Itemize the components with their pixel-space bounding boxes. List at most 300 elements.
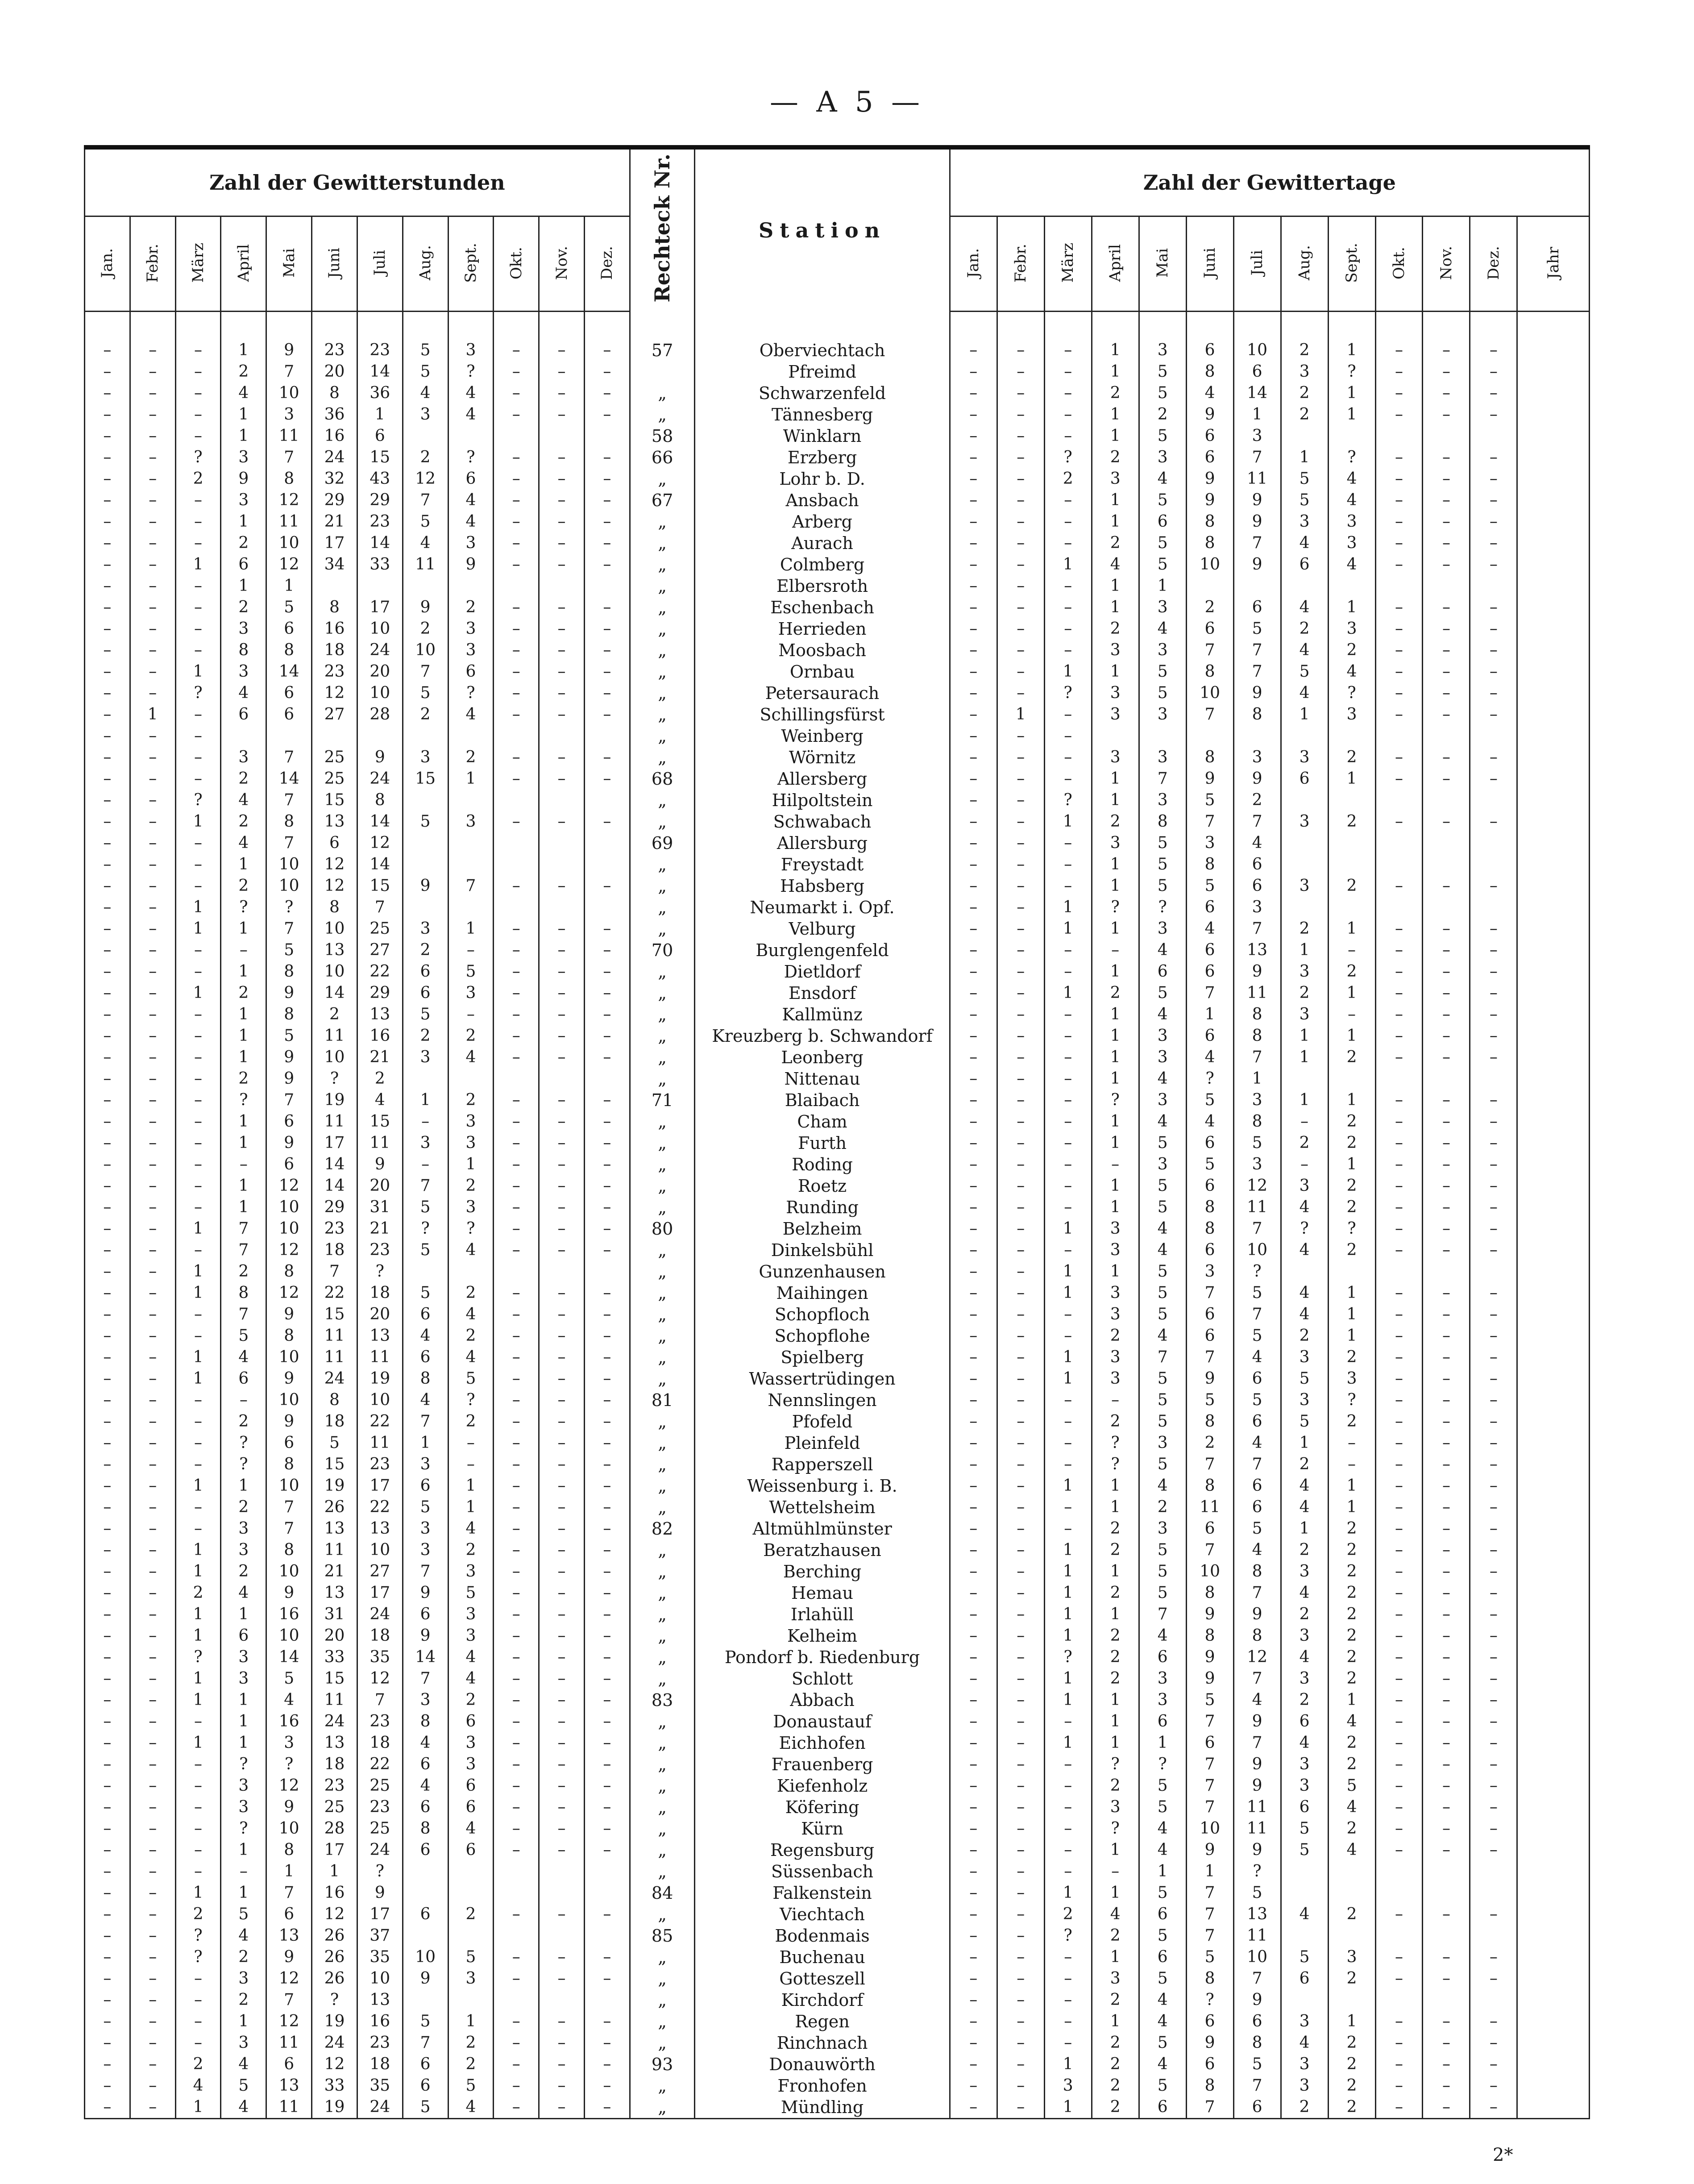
days-cell: – — [1423, 1968, 1470, 1989]
hours-cell: 27 — [357, 1561, 403, 1582]
days-cell: 2 — [1092, 2032, 1139, 2054]
days-cell: 7 — [1233, 1968, 1281, 1989]
hours-cell: 3 — [221, 490, 266, 511]
days-cell: 3 — [1233, 747, 1281, 768]
hours-cell: 26 — [312, 1947, 357, 1968]
hours-cell: – — [85, 1368, 130, 1389]
hours-cell — [266, 725, 312, 747]
days-cell: 8 — [1186, 1218, 1233, 1240]
days-cell: 2 — [1281, 2097, 1328, 2119]
hours-cell: 9 — [357, 1882, 403, 1904]
days-cell: – — [1375, 1668, 1423, 1689]
days-cell: 4 — [1281, 1240, 1328, 1261]
days-year-cell — [1517, 768, 1590, 790]
days-cell: – — [1423, 1732, 1470, 1754]
hours-cell: – — [130, 1111, 175, 1132]
days-cell — [1281, 725, 1328, 747]
days-year-cell — [1517, 940, 1590, 961]
rectangle-nr-cell: „ — [630, 1582, 694, 1604]
hours-cell: 12 — [266, 1282, 312, 1304]
days-cell: 1 — [1139, 1732, 1186, 1754]
days-cell: 3 — [1328, 618, 1375, 640]
days-cell: – — [1470, 1668, 1517, 1689]
days-cell: 8 — [1139, 811, 1186, 832]
hours-cell — [494, 832, 539, 854]
hours-cell: – — [85, 1347, 130, 1368]
hours-cell: 6 — [448, 1711, 494, 1732]
hours-cell — [448, 832, 494, 854]
days-cell: – — [1044, 961, 1092, 982]
days-cell: 1 — [1186, 1861, 1233, 1882]
days-cell: – — [1375, 1689, 1423, 1711]
days-cell: – — [997, 661, 1044, 682]
days-cell: – — [1044, 1861, 1092, 1882]
days-cell: – — [1044, 1304, 1092, 1325]
days-cell: 8 — [1186, 1197, 1233, 1218]
hours-cell: 15 — [357, 1111, 403, 1132]
days-cell: – — [1375, 918, 1423, 940]
hours-cell: – — [539, 1668, 585, 1689]
station-name: Fronhofen — [695, 2075, 950, 2097]
hours-cell: – — [494, 1775, 539, 1797]
hours-cell: 25 — [312, 1797, 357, 1818]
days-cell: 1 — [1092, 1561, 1139, 1582]
days-cell: – — [1470, 1154, 1517, 1175]
hours-cell: 9 — [403, 1968, 448, 1989]
hours-cell: 7 — [266, 790, 312, 811]
station-name: Furth — [695, 1132, 950, 1154]
hours-cell: – — [584, 2032, 630, 2054]
days-year-header: Jahr — [1517, 216, 1590, 312]
hours-cell: ? — [448, 447, 494, 468]
days-cell: – — [997, 1218, 1044, 1240]
hours-cell: 24 — [357, 1604, 403, 1625]
days-cell: 2 — [1092, 1925, 1139, 1947]
hours-cell: – — [539, 1218, 585, 1240]
days-year-cell — [1517, 1797, 1590, 1818]
days-cell: – — [997, 1261, 1044, 1282]
hours-cell: 11 — [266, 425, 312, 447]
days-cell: 6 — [1186, 961, 1233, 982]
days-cell: – — [950, 1068, 997, 1090]
days-cell: ? — [1139, 1754, 1186, 1775]
hours-cell: 10 — [266, 854, 312, 875]
days-cell: 9 — [1186, 2032, 1233, 2054]
days-cell: – — [1044, 704, 1092, 725]
rectangle-nr-cell: „ — [630, 790, 694, 811]
hours-cell — [584, 1861, 630, 1882]
hours-cell: – — [494, 618, 539, 640]
rectangle-nr-cell: „ — [630, 1711, 694, 1732]
days-cell: 1 — [1328, 768, 1375, 790]
days-cell: 5 — [1139, 1389, 1186, 1411]
days-cell: 3 — [1281, 1668, 1328, 1689]
days-year-cell — [1517, 575, 1590, 597]
hours-cell: – — [175, 1968, 221, 1989]
days-cell: – — [1375, 532, 1423, 554]
days-cell: 2 — [1328, 875, 1375, 897]
days-cell: 1 — [1233, 1068, 1281, 1090]
hours-cell: – — [175, 640, 221, 661]
hours-cell: – — [130, 1989, 175, 2011]
hours-cell: 3 — [221, 1797, 266, 1818]
days-cell — [1375, 897, 1423, 918]
days-cell: 1 — [1328, 1475, 1375, 1497]
days-cell: – — [1470, 1625, 1517, 1647]
days-cell: 5 — [1281, 1368, 1328, 1389]
days-cell — [1281, 1882, 1328, 1904]
days-cell — [1328, 1925, 1375, 1947]
hours-cell: – — [130, 1218, 175, 1240]
station-name: Mündling — [695, 2097, 950, 2119]
table-row — [85, 468, 1590, 490]
hours-cell: – — [130, 2075, 175, 2097]
hours-cell: 8 — [266, 811, 312, 832]
hours-cell: 1 — [448, 918, 494, 940]
hours-cell: – — [584, 1539, 630, 1561]
hours-cell: 15 — [357, 875, 403, 897]
hours-cell: – — [494, 383, 539, 404]
days-year-cell — [1517, 1689, 1590, 1711]
days-cell: 4 — [1281, 1732, 1328, 1754]
hours-cell: – — [539, 1711, 585, 1732]
days-cell: – — [1375, 1818, 1423, 1839]
hours-cell — [448, 1861, 494, 1882]
hours-cell — [448, 425, 494, 447]
days-cell: 7 — [1186, 2097, 1233, 2119]
days-cell: – — [950, 832, 997, 854]
hours-cell: 1 — [221, 1732, 266, 1754]
hours-cell: 4 — [448, 1647, 494, 1668]
hours-cell: 1 — [175, 1668, 221, 1689]
days-cell: – — [997, 1197, 1044, 1218]
days-cell: 1 — [1092, 1947, 1139, 1968]
station-name: Schillingsfürst — [695, 704, 950, 725]
days-cell: – — [1423, 640, 1470, 661]
hours-cell: – — [539, 2075, 585, 2097]
hours-cell: 21 — [312, 1561, 357, 1582]
hours-cell: – — [85, 790, 130, 811]
hours-cell — [584, 575, 630, 597]
days-cell: – — [1423, 1497, 1470, 1518]
station-name: Hemau — [695, 1582, 950, 1604]
days-cell: – — [950, 597, 997, 618]
rectangle-nr-cell: „ — [630, 1668, 694, 1689]
hours-cell: 17 — [357, 1475, 403, 1497]
hours-cell: – — [539, 768, 585, 790]
hours-cell: 16 — [357, 1025, 403, 1047]
hours-cell: – — [130, 1154, 175, 1175]
rectangle-nr-cell: „ — [630, 1261, 694, 1282]
hours-cell: – — [539, 1197, 585, 1218]
hours-cell: – — [85, 1068, 130, 1090]
days-cell: 1 — [1092, 1004, 1139, 1025]
days-cell: 4 — [1281, 682, 1328, 704]
hours-cell: 6 — [221, 1368, 266, 1389]
hours-cell: – — [85, 1497, 130, 1518]
hours-cell: 8 — [403, 1368, 448, 1389]
rectangle-nr-cell: „ — [630, 1968, 694, 1989]
days-cell: 9 — [1233, 1839, 1281, 1861]
hours-cell: – — [494, 1839, 539, 1861]
hours-cell: – — [539, 1325, 585, 1347]
hours-cell: – — [494, 640, 539, 661]
days-cell: 4 — [1281, 1197, 1328, 1218]
hours-cell: 22 — [357, 1411, 403, 1432]
station-name: Nennslingen — [695, 1389, 950, 1411]
days-cell: 1 — [1092, 1604, 1139, 1625]
hours-cell — [448, 1068, 494, 1090]
days-year-cell — [1517, 1389, 1590, 1411]
days-cell: 6 — [1186, 1304, 1233, 1325]
days-year-cell — [1517, 1197, 1590, 1218]
hours-cell: 13 — [312, 1518, 357, 1539]
hours-cell: – — [130, 725, 175, 747]
days-cell: 9 — [1233, 1775, 1281, 1797]
hours-cell — [403, 832, 448, 854]
rectangle-nr-cell: „ — [630, 747, 694, 768]
hours-cell: – — [175, 1775, 221, 1797]
hours-cell: – — [584, 747, 630, 768]
station-name: Donaustauf — [695, 1711, 950, 1732]
days-cell: – — [1044, 640, 1092, 661]
table-row — [85, 1025, 1590, 1047]
hours-cell: 29 — [357, 490, 403, 511]
days-cell: 8 — [1186, 1625, 1233, 1647]
days-cell: – — [1470, 918, 1517, 940]
hours-cell: – — [584, 340, 630, 361]
station-name: Arberg — [695, 511, 950, 532]
days-cell: – — [1470, 768, 1517, 790]
days-cell: – — [1470, 1047, 1517, 1068]
hours-cell: – — [494, 1711, 539, 1732]
days-cell: 2 — [1092, 1325, 1139, 1347]
hours-cell: 4 — [221, 2097, 266, 2119]
days-cell: 4 — [1186, 383, 1233, 404]
hours-cell: 3 — [448, 640, 494, 661]
days-year-cell — [1517, 2054, 1590, 2075]
days-cell: – — [1044, 1047, 1092, 1068]
days-month-header: Sept. — [1328, 216, 1375, 312]
hours-cell: 7 — [403, 1175, 448, 1197]
days-cell: – — [950, 1347, 997, 1368]
days-cell: – — [1470, 747, 1517, 768]
days-cell: – — [1423, 1132, 1470, 1154]
hours-cell: – — [494, 1539, 539, 1561]
days-cell: – — [1092, 1861, 1139, 1882]
days-cell: 4 — [1139, 1475, 1186, 1497]
days-cell: 5 — [1233, 2054, 1281, 2075]
hours-cell — [584, 1882, 630, 1904]
days-cell: 4 — [1139, 618, 1186, 640]
hours-cell: 17 — [357, 1582, 403, 1604]
hours-cell: – — [494, 1090, 539, 1111]
hours-cell: – — [85, 1004, 130, 1025]
days-cell — [1328, 1989, 1375, 2011]
days-cell: 8 — [1186, 361, 1233, 383]
days-cell: 2 — [1281, 918, 1328, 940]
hours-cell: – — [494, 447, 539, 468]
hours-cell: – — [175, 1754, 221, 1775]
days-cell: – — [950, 768, 997, 790]
days-cell: – — [1423, 1282, 1470, 1304]
hours-cell: 1 — [175, 1368, 221, 1389]
days-cell: – — [950, 1797, 997, 1818]
days-cell: – — [1375, 1411, 1423, 1432]
hours-cell: – — [175, 425, 221, 447]
hours-cell: 13 — [312, 1732, 357, 1754]
hours-cell: 8 — [221, 640, 266, 661]
hours-cell: 2 — [403, 704, 448, 725]
days-cell: 3 — [1281, 875, 1328, 897]
days-cell: 5 — [1186, 1389, 1233, 1411]
rectangle-nr-cell: „ — [630, 1989, 694, 2011]
hours-cell: – — [130, 1368, 175, 1389]
days-cell: 5 — [1281, 490, 1328, 511]
days-cell: – — [1423, 1389, 1470, 1411]
days-cell: – — [1375, 1604, 1423, 1625]
days-cell — [1375, 575, 1423, 597]
hours-cell: 10 — [312, 1047, 357, 1068]
rectangle-nr-cell: „ — [630, 1475, 694, 1497]
days-cell: ? — [1092, 1432, 1139, 1454]
days-cell: 2 — [1092, 1625, 1139, 1647]
hours-cell: 16 — [312, 1882, 357, 1904]
rectangle-nr-cell: „ — [630, 1754, 694, 1775]
days-cell — [1423, 1925, 1470, 1947]
table-row — [85, 811, 1590, 832]
hours-cell: – — [494, 1732, 539, 1754]
hours-cell: – — [494, 1561, 539, 1582]
days-cell: – — [1375, 1175, 1423, 1197]
days-cell: 1 — [1044, 1625, 1092, 1647]
days-cell: – — [1423, 682, 1470, 704]
hours-cell: – — [539, 1175, 585, 1197]
days-cell: – — [997, 1647, 1044, 1668]
table-row — [85, 1754, 1590, 1775]
days-cell: – — [1470, 682, 1517, 704]
hours-cell: – — [130, 875, 175, 897]
days-cell: ? — [1328, 682, 1375, 704]
hours-cell: 5 — [403, 1240, 448, 1261]
days-cell: 4 — [1328, 1711, 1375, 1732]
hours-cell: – — [494, 1304, 539, 1325]
days-year-cell — [1517, 1732, 1590, 1754]
hours-cell: 9 — [403, 597, 448, 618]
days-cell: – — [997, 790, 1044, 811]
station-name: Nittenau — [695, 1068, 950, 1090]
days-cell — [1470, 725, 1517, 747]
days-cell: 9 — [1233, 682, 1281, 704]
hours-cell: 12 — [312, 2054, 357, 2075]
days-cell: 7 — [1233, 1218, 1281, 1240]
table-row — [85, 1668, 1590, 1689]
days-cell: 5 — [1233, 1882, 1281, 1904]
hours-cell: – — [584, 811, 630, 832]
days-cell: 8 — [1186, 747, 1233, 768]
days-cell — [1423, 790, 1470, 811]
hours-cell: 4 — [221, 832, 266, 854]
rectangle-nr-cell: „ — [630, 1282, 694, 1304]
days-cell: – — [1044, 1325, 1092, 1347]
days-cell: – — [1423, 982, 1470, 1004]
days-cell: 8 — [1186, 854, 1233, 875]
hours-cell: 7 — [266, 1090, 312, 1111]
hours-cell: 2 — [221, 811, 266, 832]
days-cell: 9 — [1233, 768, 1281, 790]
hours-cell: – — [130, 961, 175, 982]
hours-cell: – — [494, 1218, 539, 1240]
days-cell: – — [997, 1711, 1044, 1732]
days-cell: 2 — [1328, 1347, 1375, 1368]
days-cell: 6 — [1186, 897, 1233, 918]
hours-cell: – — [130, 1518, 175, 1539]
hours-cell: 3 — [403, 1047, 448, 1068]
rectangle-nr-cell: „ — [630, 682, 694, 704]
hours-cell: – — [85, 490, 130, 511]
days-year-cell — [1517, 447, 1590, 468]
hours-cell: 13 — [266, 1925, 312, 1947]
hours-cell: 2 — [448, 597, 494, 618]
table-row — [85, 1582, 1590, 1604]
days-year-cell — [1517, 532, 1590, 554]
days-cell: 1 — [1328, 1325, 1375, 1347]
hours-cell: 6 — [221, 554, 266, 575]
hours-cell: 35 — [357, 1947, 403, 1968]
days-cell: – — [997, 2075, 1044, 2097]
days-cell: 6 — [1139, 1947, 1186, 1968]
hours-cell: 33 — [312, 2075, 357, 2097]
hours-cell: – — [539, 747, 585, 768]
hours-cell: – — [539, 511, 585, 532]
hours-cell: 2 — [221, 1947, 266, 1968]
days-cell: 2 — [1044, 468, 1092, 490]
days-cell: 3 — [1092, 1218, 1139, 1240]
days-cell: – — [1044, 404, 1092, 425]
rectangle-nr-cell: „ — [630, 1497, 694, 1518]
hours-cell: – — [175, 940, 221, 961]
days-cell: – — [1044, 1197, 1092, 1218]
hours-cell: 5 — [403, 511, 448, 532]
days-month-header: Juni — [1186, 216, 1233, 312]
days-cell: 2 — [1328, 1175, 1375, 1197]
days-cell: – — [997, 361, 1044, 383]
station-name: Gunzenhausen — [695, 1261, 950, 1282]
days-cell: – — [1044, 1025, 1092, 1047]
days-cell: – — [1423, 811, 1470, 832]
hours-cell: 5 — [403, 2097, 448, 2119]
days-cell: – — [1044, 2032, 1092, 2054]
days-cell: 1 — [1092, 768, 1139, 790]
hours-cell: – — [130, 1947, 175, 1968]
days-cell: 1 — [1328, 1689, 1375, 1711]
days-cell: 5 — [1328, 1775, 1375, 1797]
hours-cell: – — [584, 447, 630, 468]
hours-cell: 21 — [357, 1218, 403, 1240]
hours-cell — [494, 1882, 539, 1904]
station-name: Petersaurach — [695, 682, 950, 704]
days-cell: – — [1375, 340, 1423, 361]
table-row — [85, 1947, 1590, 1968]
days-cell: 1 — [1092, 1111, 1139, 1132]
rectangle-nr-cell: „ — [630, 1047, 694, 1068]
days-cell: – — [1423, 747, 1470, 768]
hours-cell: 12 — [312, 1904, 357, 1925]
days-cell: – — [950, 2054, 997, 2075]
days-cell: 1 — [1044, 554, 1092, 575]
days-month-header: Juli — [1233, 216, 1281, 312]
days-cell — [1328, 725, 1375, 747]
